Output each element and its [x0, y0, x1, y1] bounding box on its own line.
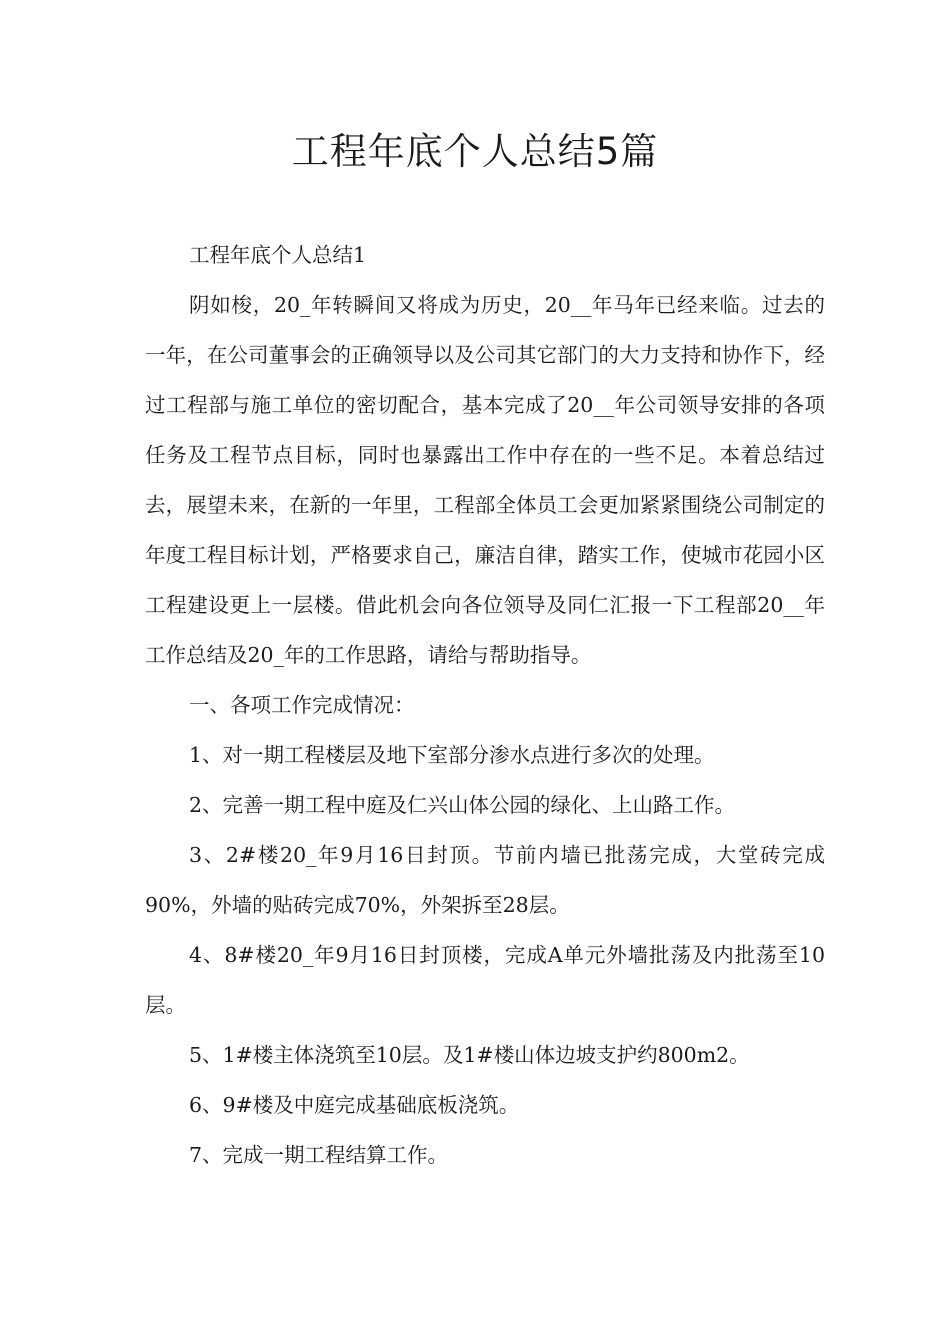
list-item: 6、9#楼及中庭完成基础底板浇筑。 [189, 1093, 520, 1117]
list-item: 1、对一期工程楼层及地下室部分渗水点进行多次的处理。 [189, 743, 715, 767]
list-item: 3、2#楼20_年9月16日封顶。节前内墙已批荡完成，大堂砖完成90%，外墙的贴砖完成70%，外架拆至28层。 [145, 843, 825, 917]
intro-paragraph: 阴如梭，20_年转瞬间又将成为历史，20__年马年已经来临。过去的一年，在公司董事会的正确领导以及公司其它部门的大力支持和协作下，经过工程部与施工单位的密切配合，基本完成了20__年公司领导安排的各项任务及工程节点目标，同时也暴露出工作中存在的一些不足。本着总结过去，展望未来，在新的一年里，工程部全体员工会更加紧紧围绕公司制定的年度工程目标计划，严格要求自己，廉洁自律，踏实工作，使城市花园小区工程建设更上一层楼。借此机会向各位领导及同仁汇报一下工程部20__年工作总结及20_年的工作思路，请给与帮助指导。 [145, 293, 825, 667]
document-body [145, 230, 825, 1180]
list-item: 5、1#楼主体浇筑至10层。及1#楼山体边坡支护约800m2。 [189, 1043, 750, 1067]
list-item: 2、完善一期工程中庭及仁兴山体公园的绿化、上山路工作。 [189, 793, 736, 817]
list-heading: 一、各项工作完成情况： [189, 693, 415, 717]
list-item: 7、完成一期工程结算工作。 [189, 1143, 449, 1167]
document-title: 工程年底个人总结5篇 [291, 130, 659, 173]
list-item: 4、8#楼20_年9月16日封顶楼，完成A单元外墙批荡及内批荡至10层。 [145, 943, 825, 1017]
section-heading: 工程年底个人总结1 [189, 243, 367, 267]
